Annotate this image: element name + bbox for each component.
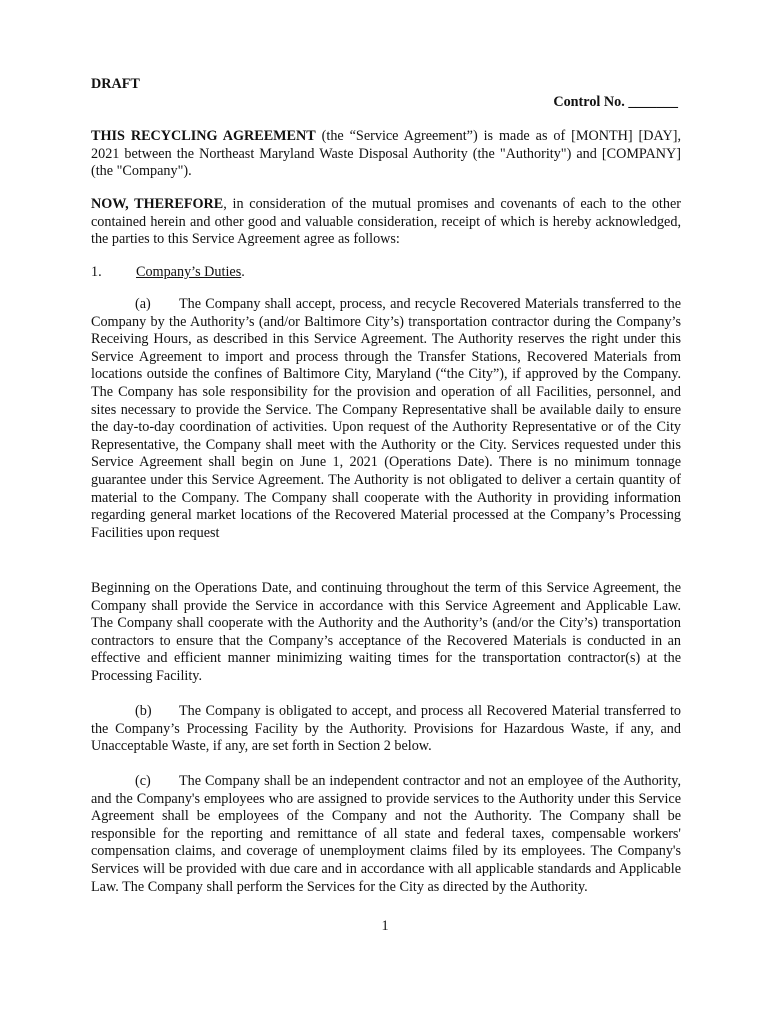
paragraph-c-text: The Company shall be an independent contractor and not an employee of the Authority, and the Company's employees who are assigned to provide services to the Authority under this Service Agreement shall be employees of the Company and not the Authority. The Company shall be responsible for the reporting and remittance of all state and federal taxes, compensable workers' compensation claims, and coverage of unemployment claims filed by its employees. The Company's Services will be provided with due care and in accordance with all applicable standards and Applicable Law. The Company shall perform the Services for the City as directed by the Authority. xyxy=(91,773,681,895)
paragraph-a-label: (a) xyxy=(135,296,151,312)
intro-paragraph xyxy=(91,128,681,181)
recital-paragraph xyxy=(91,196,681,249)
section-title-period: . xyxy=(241,264,245,280)
paragraph-b-text: The Company is obligated to accept, and process all Recovered Material transferred to the Company’s Processing Facility by the Authority. Provisions for Hazardous Waste, if any, and Unacceptable Waste, if any, are set forth in Section 2 below. xyxy=(91,703,681,755)
section-number: 1. xyxy=(91,264,102,280)
page-number: 1 xyxy=(381,918,389,934)
draft-label: DRAFT xyxy=(91,76,140,92)
paragraph-a xyxy=(91,296,681,542)
section-title: Company’s Duties xyxy=(136,264,242,280)
operations-paragraph: Beginning on the Operations Date, and continuing throughout the term of this Service Agreement, the Company shall provide the Service in accordance with this Service Agreement and Applicable Law. The Company shall cooperate with the Authority and the Authority’s (and/or the City’s) transportation contractors to ensure that the Company’s acceptance of the Recovered Materials is conducted in an effective and efficient manner minimizing waiting times for the transportation contractor(s) at the Processing Facility. xyxy=(91,580,681,684)
intro-text: (the “Service Agreement”) is made as of [MONTH] [DAY], 2021 between the Northeast Maryland Waste Disposal Authority (the "Authority") and [COMPANY] (the "Company"). xyxy=(91,128,681,180)
section-heading xyxy=(91,264,245,282)
paragraph-c-label: (c) xyxy=(135,773,151,789)
paragraph-a-text: The Company shall accept, process, and recycle Recovered Materials transferred to the Company by the Authority’s (and/or Baltimore City’s) transportation contractor during the Company’s Receiving Hours, as described in this Service Agreement. The Authority reserves the right under this Service Agreement to import and process through the Transfer Stations, Recovered Materials from locations outside the confines of Baltimore City, Maryland (“the City”), if approved by the Company. The Company has sole responsibility for the provision and operation of all Facilities, personnel, and sites necessary to provide the Service. The Company Representative shall be available daily to ensure the day-to-day coordination of activities. Upon request of the Authority Representative or of the City Representative, the Company shall meet with the Authority or the City. Services requested under this Service Agreement shall begin on June 1, 2021 (Operations Date). There is no minimum tonnage guarantee under this Service Agreement. The Authority is not obligated to deliver a certain quantity of material to the Company. The Company shall cooperate with the Authority in providing information regarding general market locations of the Recovered Material processed at the Company’s Processing Facilities upon request xyxy=(91,296,681,541)
intro-bold-lead: THIS RECYCLING AGREEMENT xyxy=(91,128,316,144)
recital-text: , in consideration of the mutual promises and covenants of each to the other contained herein and other good and valuable consideration, receipt of which is hereby acknowledged, the parties to this Service Agreement agree as follows: xyxy=(91,196,681,248)
paragraph-b-label: (b) xyxy=(135,703,152,719)
control-number: Control No. _______ xyxy=(553,94,678,110)
paragraph-b xyxy=(91,703,681,756)
paragraph-c xyxy=(91,773,681,896)
recital-bold-lead: NOW, THEREFORE xyxy=(91,196,224,212)
